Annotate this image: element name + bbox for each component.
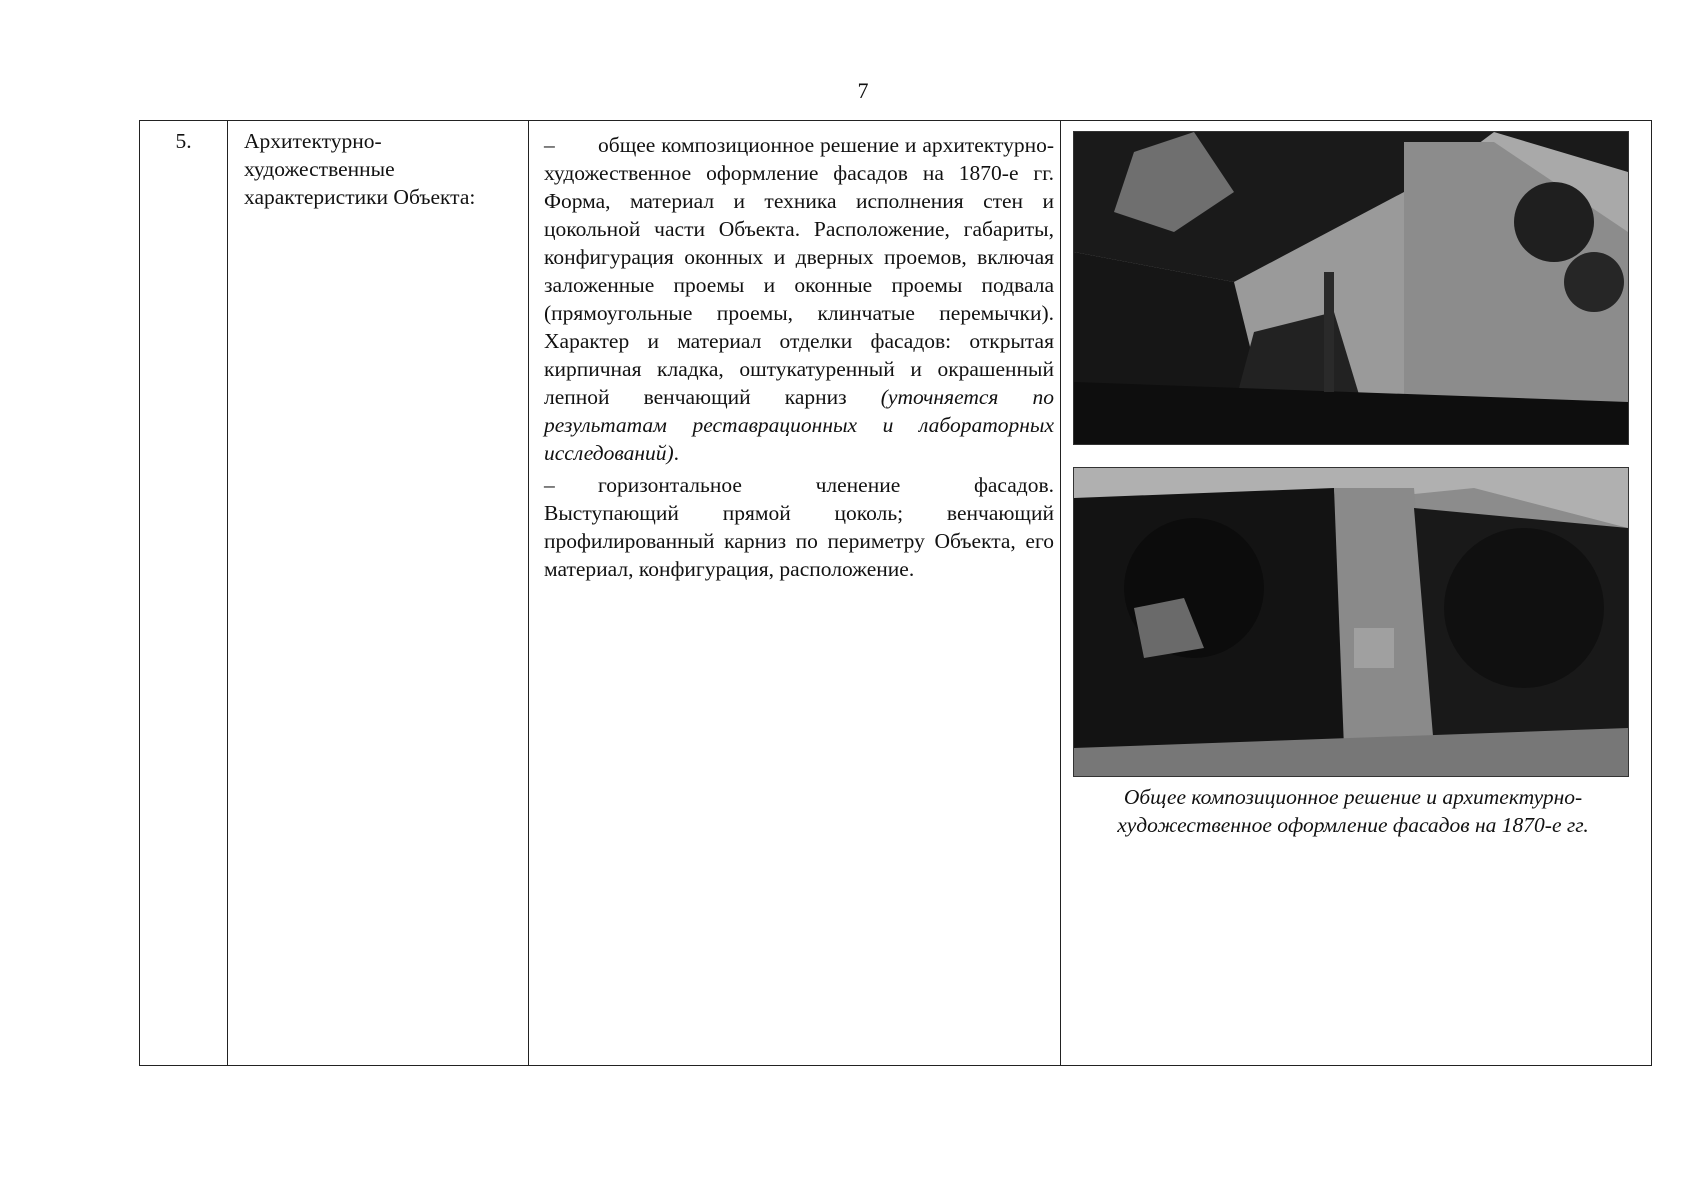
row-name: Архитектурно-художественные характеристики Объекта: — [244, 129, 476, 209]
paragraph-end: . — [673, 441, 680, 465]
photo-caption: Общее композиционное решение и архитектурно-художественное оформление фасадов на 1870-е гг. — [1117, 785, 1589, 837]
page-number: 7 — [857, 78, 869, 103]
row-number: 5. — [175, 129, 192, 153]
column-divider — [227, 121, 228, 1065]
column-divider — [528, 121, 529, 1065]
facade-photo-2 — [1073, 467, 1629, 777]
facade-photo-2-image — [1074, 468, 1628, 776]
column-divider — [1060, 121, 1061, 1065]
paragraph-text: горизонтальное членение фасадов. Выступающий прямой цоколь; венчающий профилированный карниз по периметру Объекта, его материал, конфигурация, расположение. — [544, 473, 1054, 581]
description-paragraph — [544, 131, 1054, 467]
paragraph-italic-note: (уточняется по результатам реставрационных и лабораторных исследований) — [544, 385, 1054, 465]
facade-photo-1-image — [1074, 132, 1628, 444]
description-paragraph — [544, 471, 1054, 583]
row-description — [544, 131, 1054, 587]
bullet-dash: – — [544, 133, 555, 157]
characteristics-table — [139, 120, 1652, 1066]
facade-photo-1 — [1073, 131, 1629, 445]
row-photos — [1073, 131, 1633, 839]
paragraph-text: общее композиционное решение и архитектурно-художественное оформление фасадов на 1870-е гг. Форма, материал и техника исполнения стен и цокольной части Объекта. Расположение, габариты, конфигурация оконных и дверных проемов, включая заложенные проемы и оконные проемы подвала (прямоугольные проемы, клинчатые перемычки). Характер и материал отделки фасадов: открытая кирпичная кладка, оштукатуренный и окрашенный лепной венчающий карниз — [544, 133, 1054, 409]
bullet-dash: – — [544, 473, 555, 497]
